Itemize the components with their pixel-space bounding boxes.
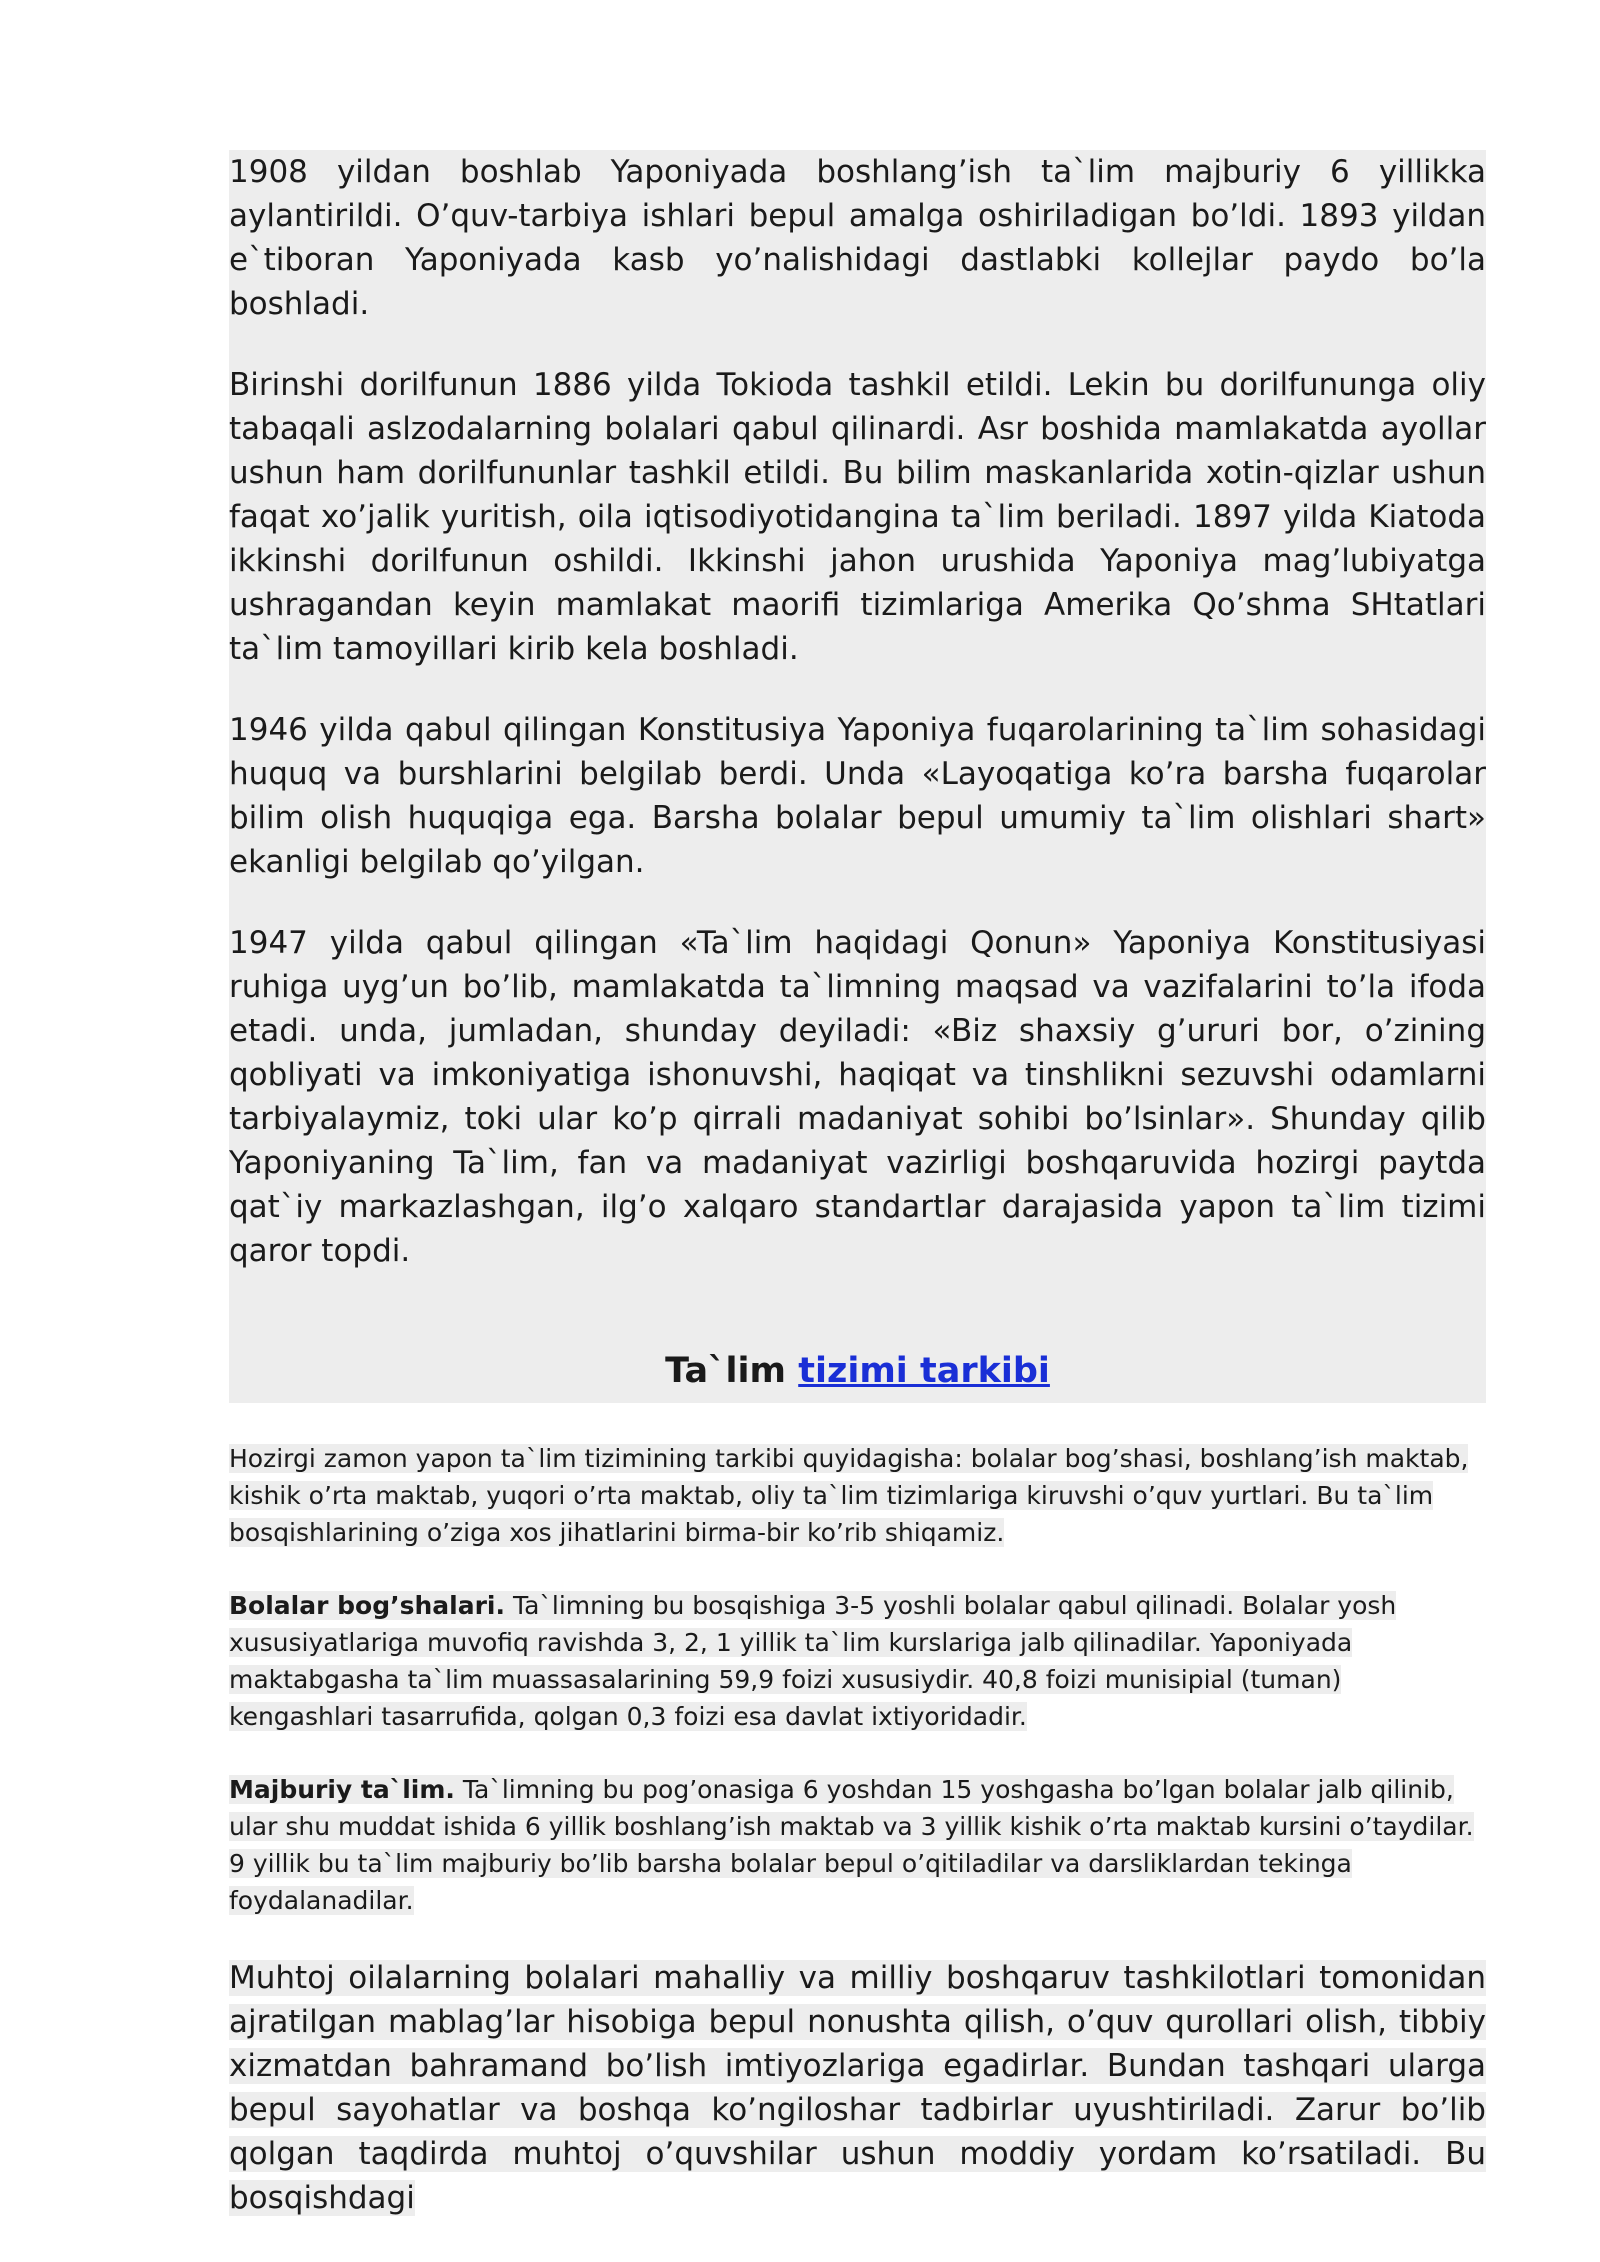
compulsory-label: Majburiy ta`lim. bbox=[229, 1775, 455, 1804]
final-section bbox=[229, 1956, 1486, 2220]
paragraph-needy-families: Muhtoj oilalarning bolalari mahalliy va milliy boshqaruv tashkilotlari tomonidan ajratilgan mablag’lar hisobiga bepul nonushta qilish, o’quv qurollari olish, tibbiy xizmatdan bahramand bo’lish imtiyozlariga egadirlar. Bundan tashqari ularga bepul sayohatlar va boshqa ko’ngiloshar tadbirlar uyushtiriladi. Zarur bo’lib qolgan taqdirda muhtoj o’quvshilar ushun moddiy yordam ko’rsatiladi. Bu bosqishdagi bbox=[229, 1960, 1486, 2216]
kindergartens-label: Bolalar bog’shalari. bbox=[229, 1591, 505, 1620]
paragraph-structure-intro: Hozirgi zamon yapon ta`lim tizimining tarkibi quyidagisha: bolalar bog’shasi, boshlang’ish maktab, kishik o’rta maktab, yuqori o’rta maktab, oliy ta`lim tizimlariga kiruvshi o’quv yurtlari. Bu ta`lim bosqishlarining o’ziga xos jihatlarini birma-bir ko’rib shiqamiz. bbox=[229, 1444, 1469, 1547]
paragraph-education-law-1947: 1947 yilda qabul qilingan «Ta`lim haqidagi Qonun» Yaponiya Konstitusiyasi ruhiga uyg’un bo’lib, mamlakatda ta`limning maqsad va vazifalarini to’la ifoda etadi. unda, jumladan, shunday deyiladi: «Biz shaxsiy g’ururi bor, o’zining qobliyati va imkoniyatiga ishonuvshi, haqiqat va tinshlikni sezuvshi odamlarni tarbiyalaymiz, toki ular ko’p qirrali madaniyat sohibi bo’lsinlar». Shunday qilib Yaponiyaning Ta`lim, fan va madaniyat vazirligi boshqaruvida hozirgi paytda qat`iy markazlashgan, ilg’o xalqaro standartlar darajasida yapon ta`lim tizimi qaror topdi. bbox=[229, 925, 1486, 1269]
highlighted-section bbox=[229, 150, 1486, 1403]
section-heading bbox=[229, 1349, 1486, 1393]
structure-section bbox=[229, 1440, 1486, 1919]
document-content bbox=[229, 150, 1486, 2220]
paragraph-kindergartens bbox=[229, 1587, 1486, 1735]
paragraph-constitution-1946: 1946 yilda qabul qilingan Konstitusiya Yaponiya fuqarolarining ta`lim sohasidagi huquq va burshlarini belgilab berdi. Unda «Layoqatiga ko’ra barsha fuqarolar bilim olish huquqiga ega. Barsha bolalar bepul umumiy ta`lim olishlari shart» ekanligi belgilab qo’yilgan. bbox=[229, 712, 1486, 880]
kindergartens-text: Ta`limning bu bosqishiga 3-5 yoshli bolalar qabul qilinadi. Bolalar yosh xususiyatlariga muvofiq ravishda 3, 2, 1 yillik ta`lim kurslariga jalb qilinadilar. Yaponiyada maktabgasha ta`lim muassasalarining 59,9 foizi xususiydir. 40,8 foizi munisipial (tuman) kengashlari tasarrufida, qolgan 0,3 foizi esa davlat ixtiyoridadir. bbox=[229, 1591, 1397, 1731]
section-heading-wrap bbox=[229, 1273, 1486, 1403]
compulsory-text: Ta`limning bu pog’onasiga 6 yoshdan 15 yoshgasha bo’lgan bolalar jalb qilinib, ular shu muddat ishida 6 yillik boshlang’ish maktab va 3 yillik kishik o’rta maktab kursini o’taydilar. 9 yillik bu ta`lim majburiy bo’lib barsha bolalar bepul o’qitiladilar va darsliklardan tekinga foydalanadilar. bbox=[229, 1775, 1474, 1915]
heading-plain-text: Ta`lim bbox=[665, 1351, 799, 1391]
paragraph-compulsory-education bbox=[229, 1771, 1486, 1919]
paragraph-1908: 1908 yildan boshlab Yaponiyada boshlang’ish ta`lim majburiy 6 yillikka aylantirildi. O’quv-tarbiya ishlari bepul amalga oshiriladigan bo’ldi. 1893 yildan e`tiboran Yaponiyada kasb yo’nalishidagi dastlabki kollejlar paydo bo’la boshladi. bbox=[229, 154, 1486, 322]
paragraph-first-university: Birinshi dorilfunun 1886 yilda Tokioda tashkil etildi. Lekin bu dorilfununga oliy tabaqali aslzodalarning bolalari qabul qilinardi. Asr boshida mamlakatda ayollar ushun ham dorilfununlar tashkil etildi. Bu bilim maskanlarida xotin-qizlar ushun faqat xo’jalik yuritish, oila iqtisodiyotidangina ta`lim beriladi. 1897 yilda Kiatoda ikkinshi dorilfunun oshildi. Ikkinshi jahon urushida Yaponiya mag’lubiyatga ushragandan keyin mamlakat maorifi tizimlariga Amerika Qo’shma SHtatlari ta`lim tamoyillari kirib kela boshladi. bbox=[229, 367, 1486, 667]
heading-link[interactable]: tizimi tarkibi bbox=[798, 1351, 1050, 1391]
